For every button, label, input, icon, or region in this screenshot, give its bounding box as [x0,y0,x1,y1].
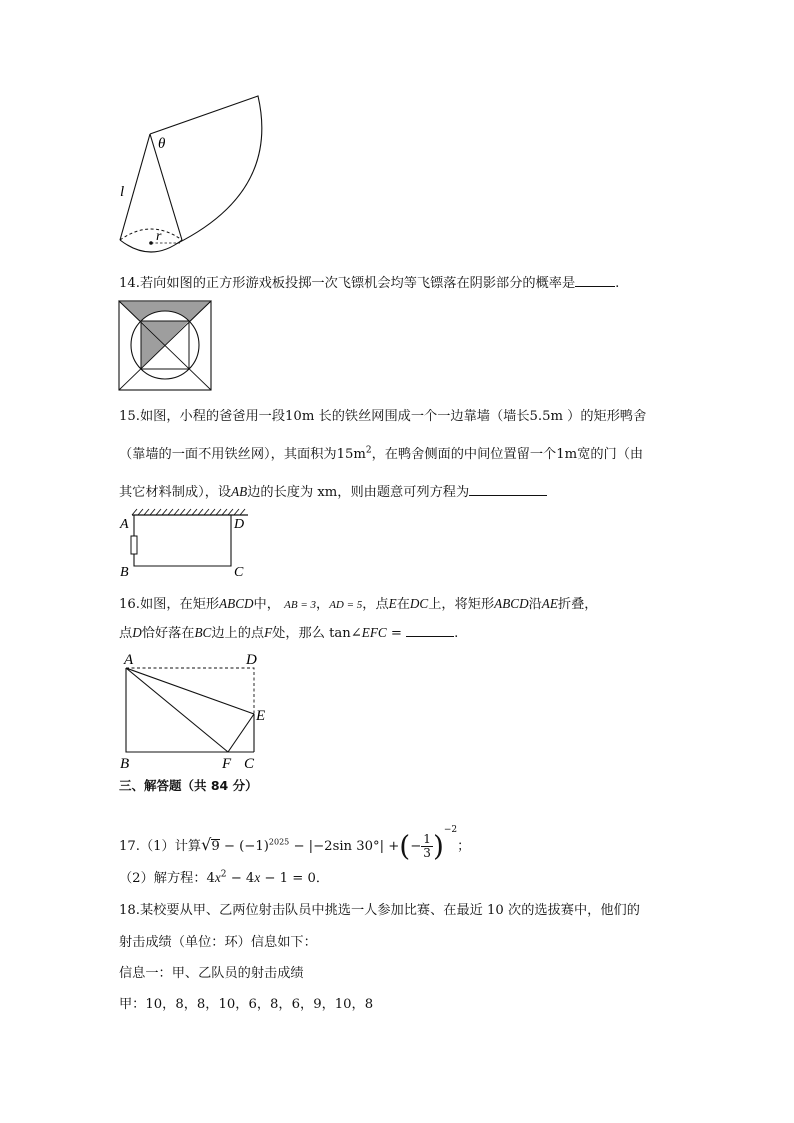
q16-BC: BC [194,625,212,640]
q17-sqrt-val: 9 [211,839,220,854]
folded-rectangle-figure [116,648,276,772]
q16-rect: ABCD [219,596,254,611]
fold-line-AE [126,668,254,714]
q15-line3b: 边的长度为 xm，则由题意可列方程为 [247,485,470,500]
q17-part2 [119,867,329,886]
q14-period: . [615,276,620,291]
q17-p2c: − 1 = 0． [260,871,330,886]
q17-p1-end: ； [457,839,471,854]
q15-line2 [119,443,643,462]
q16-l2e: = [386,626,402,641]
q16-answer-blank [406,622,454,637]
wall-hatch [132,509,245,515]
label-E: E [256,708,266,724]
q16-l2a: 点 [119,626,133,641]
q16-l1a: 16.如图，在矩形 [119,597,220,612]
q17-exp: 2025 [268,837,290,847]
q17-part1: 17.（1）计算$√9 - (-1)^{2025} - |-2\sin$ 30°| +(− $\frac{1}{3}$ )$^{-2}$； [119,825,471,863]
shed-fence [134,515,231,566]
q16-l1d: 在 [396,597,410,612]
label-theta: θ [158,136,166,152]
q17-p2a: （2）解方程：4 [119,871,215,886]
q15-line2a: （靠墙的一面不用铁丝网），其面积为15m [119,447,366,462]
label-A: A [120,517,129,532]
q16-ad: AD = 5 [329,599,363,611]
rect-solid-sides [126,668,254,752]
q18-line2: 射击成绩（单位：环）信息如下： [119,935,317,950]
q16-sep: ， [316,597,330,612]
q17-sup: 2 [220,869,227,880]
label-l: l [120,184,125,200]
q16-l1c: ，点 [362,597,389,612]
q16-l1g: 折叠， [557,597,598,612]
q16-AE: AE [541,596,558,611]
frac-num: 1 [423,832,431,846]
duck-shed-figure [118,506,258,580]
q17-exp2: −2 [443,825,458,835]
q16-l1e: 上，将矩形 [428,597,495,612]
q15-answer-blank [469,481,547,496]
q16-rect2: ABCD [494,596,529,611]
q15-sup: 2 [365,445,372,456]
q16-F: F [264,625,273,640]
q18-line3: 信息一：甲、乙队员的射击成绩 [119,966,304,981]
label-B: B [120,756,130,772]
fraction [421,833,433,860]
cone-base-back [120,229,182,240]
q16-l2c: 边上的点 [211,626,265,641]
label-C: C [244,756,255,772]
cone-center-dot [149,241,153,245]
q15-line1 [119,405,646,424]
q17-p1c: − |−2sin 30°| + [289,839,400,854]
cone-left-edge [120,134,150,240]
q15-line3a: 其它材料制成），设 [119,485,232,500]
q16-l2d: 处，那么 tan∠ [272,626,362,641]
q16-l1f: 沿 [528,597,542,612]
q18-line1: 18.某校要从甲、乙两位射击队员中挑选一人参加比赛、在最近 10 次的选拔赛中，他们的 [119,903,640,918]
label-A: A [124,652,134,668]
label-F: F [222,756,232,772]
label-B: B [120,565,129,580]
cone-sector-figure [112,92,272,262]
label-D: D [246,652,257,668]
q15-line2b: ，在鸭舍侧面的中间位置留一个1m宽的门（由 [371,447,644,462]
q15-line1-text: 15.如图，小程的爸爸用一段10m 长的铁丝网围成一个一边靠墙（墙长5.5m ）的矩形鸭舍 [119,409,647,424]
shed-door [131,536,137,554]
q16-ab: AB = 3 [284,599,316,611]
q17-x: x [214,870,221,885]
q17-p1a: 17.（1）计算 [119,839,202,854]
sqrt-sign: √ [201,835,212,854]
q16-l1b: 中， [253,597,280,612]
label-C: C [234,565,244,580]
q14-text [119,272,619,291]
q16-l2b: 恰好落在 [141,626,195,641]
q16-line2 [119,622,458,641]
q17-p2b: − 4 [226,871,255,886]
q14-question: 14.若向如图的正方形游戏板投掷一次飞镖机会均等飞镖落在阴影部分的概率是 [119,276,576,291]
q15-var-ab: AB [231,484,248,499]
sector-arc [150,96,262,244]
line-FE [228,714,254,752]
q16-EFC: EFC [361,625,387,640]
paren-open: ( [399,829,411,863]
q17-p1b: − (−1) [219,839,269,854]
q16-line1 [119,593,597,612]
frac-den: 3 [423,846,431,860]
q14-answer-blank [575,272,615,287]
q17-x2: x [254,870,261,885]
q18-line4: 甲：10，8，8，10，6，8，6，9，10，8 [119,997,374,1012]
q16-D: D [132,625,142,640]
q16-end: . [454,626,459,641]
section3-title: 三、解答题（共 84 分） [119,778,258,793]
label-D: D [234,517,245,532]
line-AF [126,668,228,752]
q16-E: E [388,596,397,611]
paren-close: ) [432,829,444,863]
q16-DC: DC [409,596,429,611]
cone-right-edge [150,134,182,240]
q15-line3 [119,481,547,500]
dartboard-figure [118,300,214,392]
label-r: r [156,229,162,244]
